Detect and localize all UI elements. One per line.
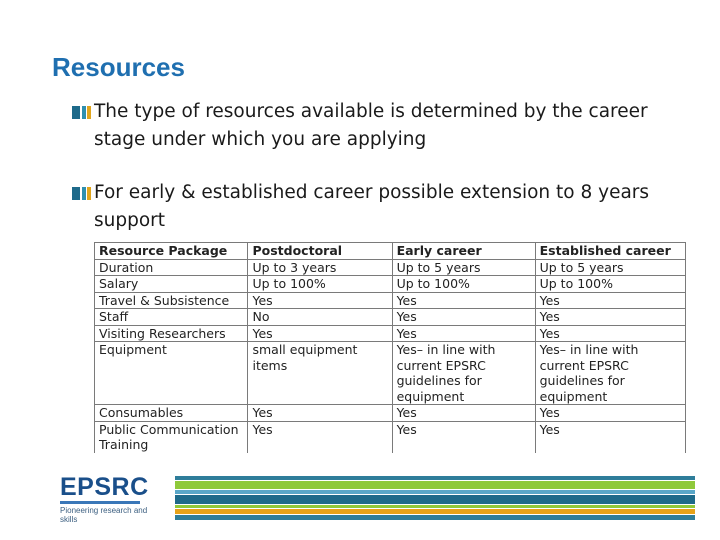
table-cell: Yes (248, 405, 392, 422)
table-row (95, 421, 686, 453)
table-cell: No (248, 309, 392, 326)
stripe (175, 515, 695, 520)
column-header-early-career: Early career (392, 243, 535, 260)
column-header-established-career: Established career (535, 243, 685, 260)
column-header-postdoctoral: Postdoctoral (248, 243, 392, 260)
table-row (95, 309, 686, 326)
table-cell: Yes (392, 325, 535, 342)
table-cell: Yes (535, 325, 685, 342)
bullet-text: The type of resources available is determined by the career stage under which you are applying (94, 101, 648, 150)
table-cell: Consumables (95, 405, 248, 422)
stripe (175, 505, 695, 508)
table-row (95, 405, 686, 422)
table-cell: Staff (95, 309, 248, 326)
stripe (175, 509, 695, 514)
table-row (95, 325, 686, 342)
bullet-text: For early & established career possible extension to 8 years support (94, 182, 650, 231)
column-header-resource-package: Resource Package (95, 243, 248, 260)
resources-table (94, 242, 686, 453)
table-cell: Yes (248, 292, 392, 309)
table-row (95, 292, 686, 309)
table-cell: Up to 100% (535, 276, 685, 293)
stripe (175, 476, 695, 480)
table-cell: Up to 100% (392, 276, 535, 293)
stripe (175, 495, 695, 504)
table-cell: Yes (535, 405, 685, 422)
table-cell: Travel & Subsistence (95, 292, 248, 309)
logo-tagline: Pioneering research and skills (60, 506, 148, 524)
epsrc-logo (60, 474, 152, 524)
table-row (95, 276, 686, 293)
table-cell: Visiting Researchers (95, 325, 248, 342)
table-cell: Yes– in line with current EPSRC guidelines for equipment (535, 342, 685, 405)
table-cell: Duration (95, 259, 248, 276)
table-cell: Yes (392, 309, 535, 326)
table-cell: small equipment items (248, 342, 392, 405)
table-cell: Salary (95, 276, 248, 293)
bullet-marker-icon (72, 187, 92, 200)
table-cell: Yes (248, 421, 392, 453)
bullet-item (72, 179, 682, 235)
table-cell: Yes (392, 405, 535, 422)
stripe (175, 481, 695, 489)
bullet-marker-icon (72, 106, 92, 119)
bullet-item (72, 98, 682, 154)
table-row (95, 259, 686, 276)
table-cell: Up to 100% (248, 276, 392, 293)
table-cell: Yes (535, 421, 685, 453)
table-cell: Yes (248, 325, 392, 342)
table-cell: Equipment (95, 342, 248, 405)
table-cell: Up to 5 years (392, 259, 535, 276)
logo-underline (60, 501, 140, 504)
table-cell: Yes (535, 292, 685, 309)
footer-stripes-decoration (175, 476, 695, 520)
table-row (95, 342, 686, 405)
table-cell: Yes (535, 309, 685, 326)
slide-title: Resources (52, 52, 185, 82)
stripe (175, 490, 695, 494)
logo-wordmark: EPSRC (60, 473, 149, 501)
table-cell: Yes (392, 421, 535, 453)
table-cell: Yes– in line with current EPSRC guidelines for equipment (392, 342, 535, 405)
table-cell: Yes (392, 292, 535, 309)
table-cell: Up to 3 years (248, 259, 392, 276)
table-cell: Public Communication Training (95, 421, 248, 453)
table-cell: Up to 5 years (535, 259, 685, 276)
table-header-row (95, 243, 686, 260)
